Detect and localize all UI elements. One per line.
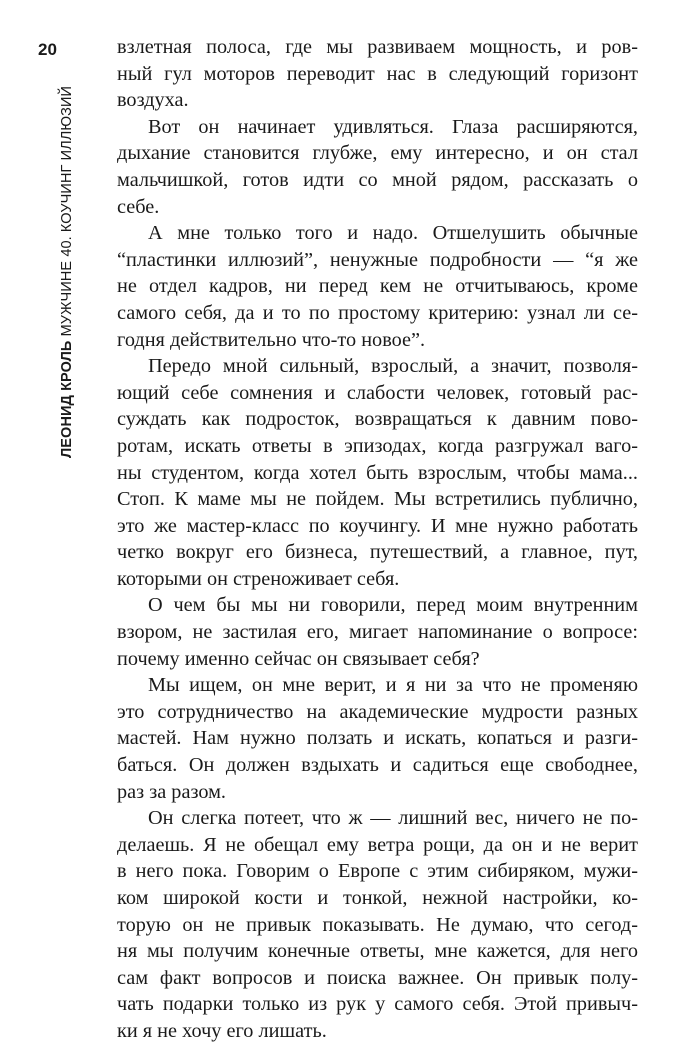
text-line: чать подарки только из рук у самого себя. Этой привыч- (117, 993, 638, 1016)
text-line: сам факт вопросов и поиска важнее. Он привык полу- (117, 966, 638, 989)
text-line: четко вокруг его бизнеса, путешествий, а главное, пут, (117, 541, 638, 564)
text-line: делаешь. Я не обещал ему ветра рощи, да он и не верит (117, 833, 638, 856)
text-line: мальчишкой, готов идти со мной рядом, рассказать о (117, 168, 638, 191)
text-line: Мы ищем, он мне верит, и я ни за что не променяю (148, 674, 638, 697)
text-line: торую он не привык показывать. Не думаю, что сегод- (117, 913, 638, 936)
text-line: ня мы получим конечные ответы, мне кажется, для него (117, 940, 638, 963)
text-line: самого себя, да и то по простому критерию: узнал ли се- (117, 301, 638, 324)
text-line: которыми он стреноживает себя. (117, 567, 400, 590)
text-line: Он слегка потеет, что ж — лишний вес, ничего не по- (148, 807, 638, 830)
text-line: О чем бы мы ни говорили, перед моим внутренним (148, 594, 638, 617)
text-line: мастей. Нам нужно ползать и искать, копаться и разги- (117, 727, 638, 750)
text-line: Передо мной сильный, взрослый, а значит, позволя- (148, 355, 638, 378)
text-line: это сотрудничество на академические мудрости разных (117, 700, 638, 723)
text-line: почему именно сейчас он связывает себя? (117, 647, 480, 670)
text-line: ротам, искать ответы в эпизодах, когда разгружал ваго- (117, 434, 638, 457)
text-line: в него пока. Говорим о Европе с этим сибиряком, мужи- (117, 860, 638, 883)
text-line: “пластинки иллюзий”, ненужные подробности — “я же (117, 248, 638, 271)
text-line: Вот он начинает удивляться. Глаза расширяются, (148, 115, 638, 138)
text-line: ющий себе сомнения и слабости человек, готовый рас- (117, 381, 638, 404)
running-head-title: МУЖЧИНЕ 40. КОУЧИНГ ИЛЛЮЗИЙ (59, 86, 75, 337)
body-text (117, 34, 638, 1045)
text-line: раз за разом. (117, 780, 227, 803)
text-line: взлетная полоса, где мы развиваем мощность, и ров- (117, 36, 638, 58)
text-line: баться. Он должен вздыхать и садиться еще свободнее, (117, 754, 638, 777)
text-line: это же мастер-класс по коучингу. И мне нужно работать (117, 514, 638, 537)
text-line: ны студентом, когда хотел быть взрослым, чтобы мама... (117, 461, 638, 484)
text-line: А мне только того и надо. Отшелушить обычные (148, 222, 638, 245)
text-line: ки я не хочу его лишать. (117, 1019, 327, 1042)
text-line: ком широкой кости и тонкой, нежной настройки, ко- (117, 887, 638, 909)
text-line: ный гул моторов переводит нас в следующий горизонт (117, 62, 638, 85)
text-line: годня действительно что-то новое”. (117, 328, 426, 351)
text-line: себе. (117, 195, 160, 218)
text-line: воздуха. (117, 89, 189, 112)
running-head (58, 86, 77, 458)
page-number: 20 (38, 40, 57, 59)
text-line: не отдел кадров, ни перед кем не отчитываюсь, кроме (117, 275, 638, 298)
text-line: взором, не застилая его, мигает напоминание о вопросе: (117, 621, 638, 644)
text-line: суждать как подросток, возвращаться к давним пово- (117, 408, 638, 431)
text-line: дыхание становится глубже, ему интересно, и он стал (117, 142, 638, 165)
running-head-author: ЛЕОНИД КРОЛЬ (59, 340, 75, 458)
text-line: Стоп. К маме мы не пойдем. Мы встретились публично, (117, 488, 638, 511)
